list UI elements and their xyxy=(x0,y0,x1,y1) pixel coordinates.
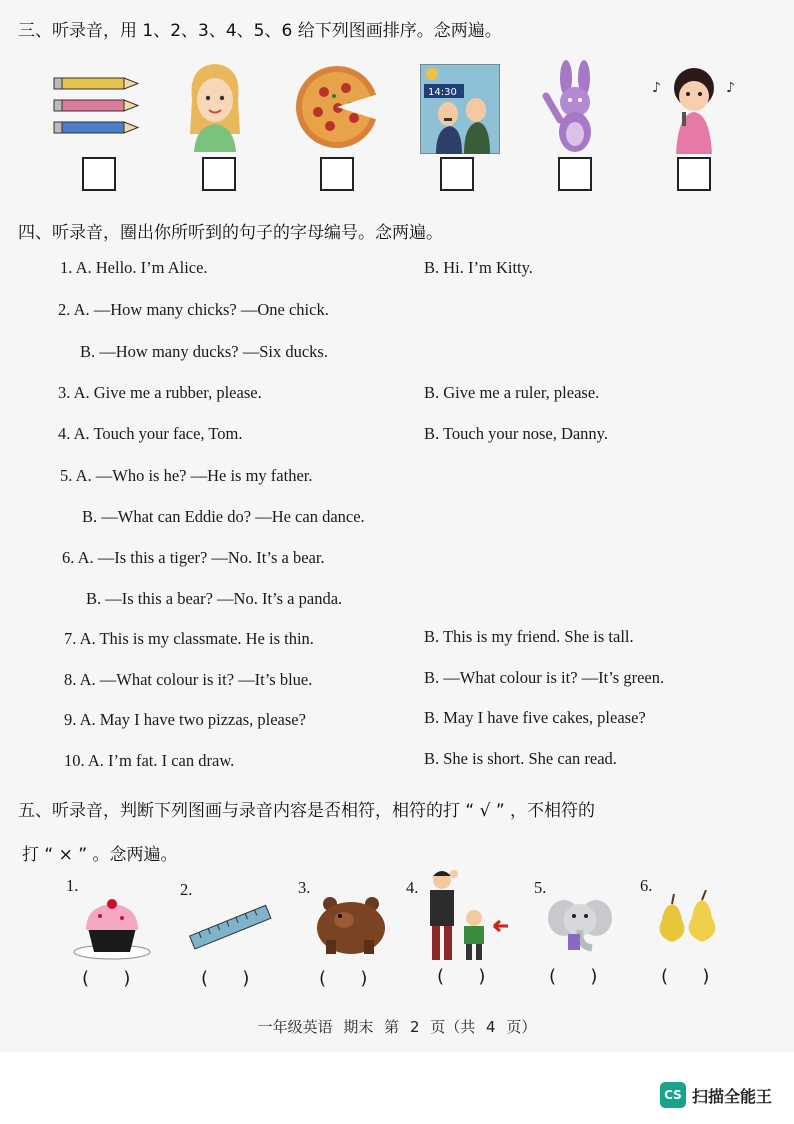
camscanner-watermark-text: 扫描全能王 xyxy=(692,1087,773,1106)
order-box-2[interactable] xyxy=(202,157,236,191)
s5-number-3: 3. xyxy=(298,878,311,897)
q3-option-a[interactable]: 3. A. Give me a rubber, please. xyxy=(58,383,262,402)
svg-text:♪: ♪ xyxy=(726,80,735,96)
order-box-5[interactable] xyxy=(558,157,592,191)
section4-title: 四、听录音，圈出你所听到的句子的字母编号。念两遍。 xyxy=(18,223,443,243)
pears-image xyxy=(650,890,730,946)
pizza-image xyxy=(294,64,380,150)
q4-option-b[interactable]: B. Touch your nose, Danny. xyxy=(424,424,608,443)
answer-paren-3[interactable]: ( ) xyxy=(319,968,368,989)
page-footer: 一年级英语 期末 第 2 页（共 4 页） xyxy=(257,1018,537,1036)
q10-option-b[interactable]: B. She is short. She can read. xyxy=(424,749,617,768)
cupcake-image xyxy=(72,896,152,960)
answer-paren-5[interactable]: ( ) xyxy=(549,966,598,987)
bear-image xyxy=(314,894,390,956)
order-box-3[interactable] xyxy=(320,157,354,191)
pencils-image xyxy=(52,72,144,142)
q9-option-a[interactable]: 9. A. May I have two pizzas, please? xyxy=(64,710,306,729)
q4-option-a[interactable]: 4. A. Touch your face, Tom. xyxy=(58,424,243,443)
answer-paren-1[interactable]: ( ) xyxy=(82,968,131,989)
s5-number-5: 5. xyxy=(534,878,547,897)
elephant-image xyxy=(544,894,616,954)
s5-number-2: 2. xyxy=(180,880,193,899)
girl-alice-image xyxy=(180,60,250,152)
s5-number-4: 4. xyxy=(406,878,419,897)
q7-option-b[interactable]: B. This is my friend. She is tall. xyxy=(424,627,634,646)
q3-option-b[interactable]: B. Give me a ruler, please. xyxy=(424,383,600,402)
ruler-image xyxy=(186,904,276,954)
rabbit-image xyxy=(540,60,610,156)
s5-number-1: 1. xyxy=(66,876,79,895)
q1-option-a[interactable]: 1. A. Hello. I’m Alice. xyxy=(60,258,208,277)
q9-option-b[interactable]: B. May I have five cakes, please? xyxy=(424,708,646,727)
q1-option-b[interactable]: B. Hi. I’m Kitty. xyxy=(424,258,533,277)
clock-time: 14:30 xyxy=(428,87,457,98)
section3-title: 三、听录音，用 1、2、3、4、5、6 给下列图画排序。念两遍。 xyxy=(18,21,502,41)
q8-option-b[interactable]: B. —What colour is it? —It’s green. xyxy=(424,668,665,687)
q2-option-a[interactable]: 2. A. —How many chicks? —One chick. xyxy=(58,300,329,319)
svg-text:♪: ♪ xyxy=(652,80,661,96)
q5-option-b[interactable]: B. —What can Eddie do? —He can dance. xyxy=(82,507,365,526)
answer-paren-2[interactable]: ( ) xyxy=(201,968,250,989)
people-meeting-image xyxy=(420,64,500,154)
girl-singing-image xyxy=(652,62,736,154)
q6-option-b[interactable]: B. —Is this a bear? —No. It’s a panda. xyxy=(86,589,343,608)
q6-option-a[interactable]: 6. A. —Is this a tiger? —No. It’s a bear. xyxy=(62,548,325,567)
order-box-1[interactable] xyxy=(82,157,116,191)
q8-option-a[interactable]: 8. A. —What colour is it? —It’s blue. xyxy=(64,670,313,689)
q5-option-a[interactable]: 5. A. —Who is he? —He is my father. xyxy=(60,466,313,485)
order-box-4[interactable] xyxy=(440,157,474,191)
camscanner-logo-icon: CS xyxy=(660,1082,686,1108)
answer-paren-6[interactable]: ( ) xyxy=(661,966,710,987)
answer-paren-4[interactable]: ( ) xyxy=(437,966,486,987)
section5-title-line1: 五、听录音，判断下列图画与录音内容是否相符，相符的打 “ √ ” ，不相符的 xyxy=(18,801,596,821)
q2-option-b[interactable]: B. —How many ducks? —Six ducks. xyxy=(80,342,328,361)
s5-number-6: 6. xyxy=(640,876,653,895)
section5-title-line2: 打 “ × ” 。念两遍。 xyxy=(22,845,178,865)
q10-option-a[interactable]: 10. A. I’m fat. I can draw. xyxy=(64,751,235,770)
q7-option-a[interactable]: 7. A. This is my classmate. He is thin. xyxy=(64,629,314,648)
father-and-son-image xyxy=(420,866,512,962)
order-box-6[interactable] xyxy=(677,157,711,191)
